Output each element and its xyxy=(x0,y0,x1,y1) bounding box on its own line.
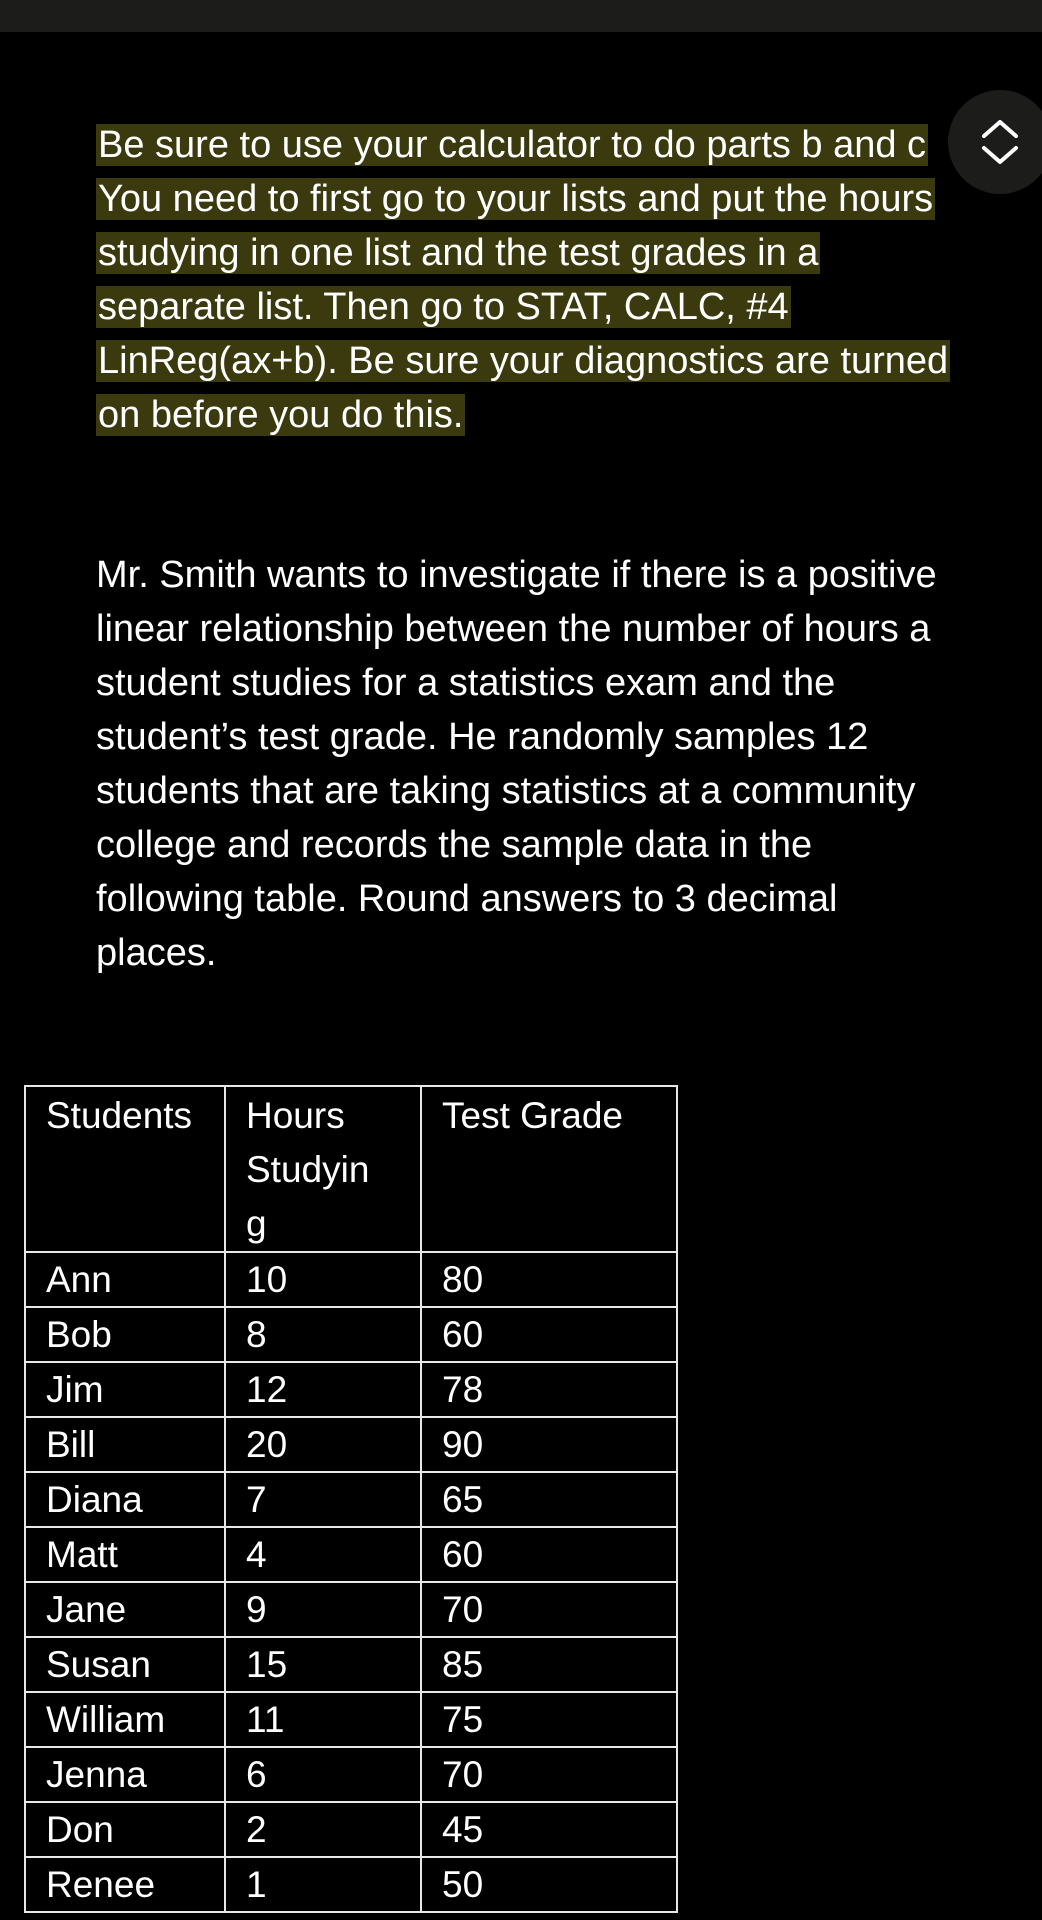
cell-student-name: Matt xyxy=(25,1527,225,1582)
table-row xyxy=(25,1857,677,1912)
table-row xyxy=(25,1527,677,1582)
header-hours-line: Hours xyxy=(246,1095,345,1136)
cell-test-grade: 85 xyxy=(421,1637,677,1692)
cell-student-name: Jenna xyxy=(25,1747,225,1802)
cell-student-name: Jim xyxy=(25,1362,225,1417)
header-hours-line: g xyxy=(246,1203,267,1244)
table-row xyxy=(25,1637,677,1692)
cell-hours: 9 xyxy=(225,1582,421,1637)
instructions-line: on before you do this. xyxy=(98,394,464,436)
problem-line: students that are taking statistics at a community xyxy=(96,770,916,812)
instructions-line: You need to first go to your lists and put the hours xyxy=(98,178,934,220)
cell-hours: 7 xyxy=(225,1472,421,1527)
cell-test-grade: 65 xyxy=(421,1472,677,1527)
cell-test-grade: 75 xyxy=(421,1692,677,1747)
cell-test-grade: 78 xyxy=(421,1362,677,1417)
cell-student-name: Bill xyxy=(25,1417,225,1472)
data-table xyxy=(24,1085,678,1913)
cell-student-name: Don xyxy=(25,1802,225,1857)
scroll-nav-button[interactable] xyxy=(948,90,1042,194)
cell-hours: 8 xyxy=(225,1307,421,1362)
cell-student-name: Bob xyxy=(25,1307,225,1362)
instructions-text xyxy=(96,118,976,442)
table-row xyxy=(25,1417,677,1472)
cell-student-name: Jane xyxy=(25,1582,225,1637)
cell-hours: 6 xyxy=(225,1747,421,1802)
cell-student-name: Diana xyxy=(25,1472,225,1527)
cell-test-grade: 45 xyxy=(421,1802,677,1857)
cell-hours: 10 xyxy=(225,1252,421,1307)
instructions-line: separate list. Then go to STAT, CALC, #4 xyxy=(98,286,789,328)
table-row xyxy=(25,1692,677,1747)
table-row xyxy=(25,1802,677,1857)
table-row xyxy=(25,1362,677,1417)
problem-line: student’s test grade. He randomly samples 12 xyxy=(96,716,869,758)
cell-hours: 20 xyxy=(225,1417,421,1472)
cell-test-grade: 60 xyxy=(421,1527,677,1582)
problem-line: places. xyxy=(96,932,217,974)
problem-line: Mr. Smith wants to investigate if there is a positive xyxy=(96,554,937,596)
problem-line: following table. Round answers to 3 decimal xyxy=(96,878,838,920)
cell-student-name: Susan xyxy=(25,1637,225,1692)
cell-test-grade: 60 xyxy=(421,1307,677,1362)
cell-hours: 1 xyxy=(225,1857,421,1912)
problem-line: linear relationship between the number of hours a xyxy=(96,608,931,650)
table-header-row xyxy=(25,1086,677,1252)
cell-test-grade: 70 xyxy=(421,1582,677,1637)
cell-test-grade: 70 xyxy=(421,1747,677,1802)
header-hours-studying xyxy=(225,1086,421,1252)
chevron-up-icon xyxy=(984,122,1016,136)
instructions-line: Be sure to use your calculator to do parts b and c xyxy=(98,124,927,166)
cell-student-name: Ann xyxy=(25,1252,225,1307)
table-row xyxy=(25,1307,677,1362)
chevron-up-down-icon[interactable] xyxy=(970,112,1030,172)
table-row xyxy=(25,1582,677,1637)
header-test-grade: Test Grade xyxy=(421,1086,677,1252)
top-bar xyxy=(0,0,1042,32)
table-row xyxy=(25,1252,677,1307)
cell-hours: 4 xyxy=(225,1527,421,1582)
cell-student-name: Renee xyxy=(25,1857,225,1912)
instructions-line: LinReg(ax+b). Be sure your diagnostics are turned xyxy=(98,340,949,382)
problem-text xyxy=(96,548,996,980)
cell-hours: 12 xyxy=(225,1362,421,1417)
instructions-line: studying in one list and the test grades in a xyxy=(98,232,819,274)
cell-test-grade: 90 xyxy=(421,1417,677,1472)
table-row xyxy=(25,1472,677,1527)
cell-test-grade: 80 xyxy=(421,1252,677,1307)
cell-hours: 15 xyxy=(225,1637,421,1692)
cell-hours: 11 xyxy=(225,1692,421,1747)
cell-hours: 2 xyxy=(225,1802,421,1857)
header-hours-line: Studyin xyxy=(246,1149,370,1190)
table-body xyxy=(25,1252,677,1912)
cell-student-name: William xyxy=(25,1692,225,1747)
chevron-down-icon xyxy=(984,148,1016,162)
header-students: Students xyxy=(25,1086,225,1252)
cell-test-grade: 50 xyxy=(421,1857,677,1912)
problem-line: college and records the sample data in the xyxy=(96,824,813,866)
problem-line: student studies for a statistics exam and the xyxy=(96,662,836,704)
table-row xyxy=(25,1747,677,1802)
